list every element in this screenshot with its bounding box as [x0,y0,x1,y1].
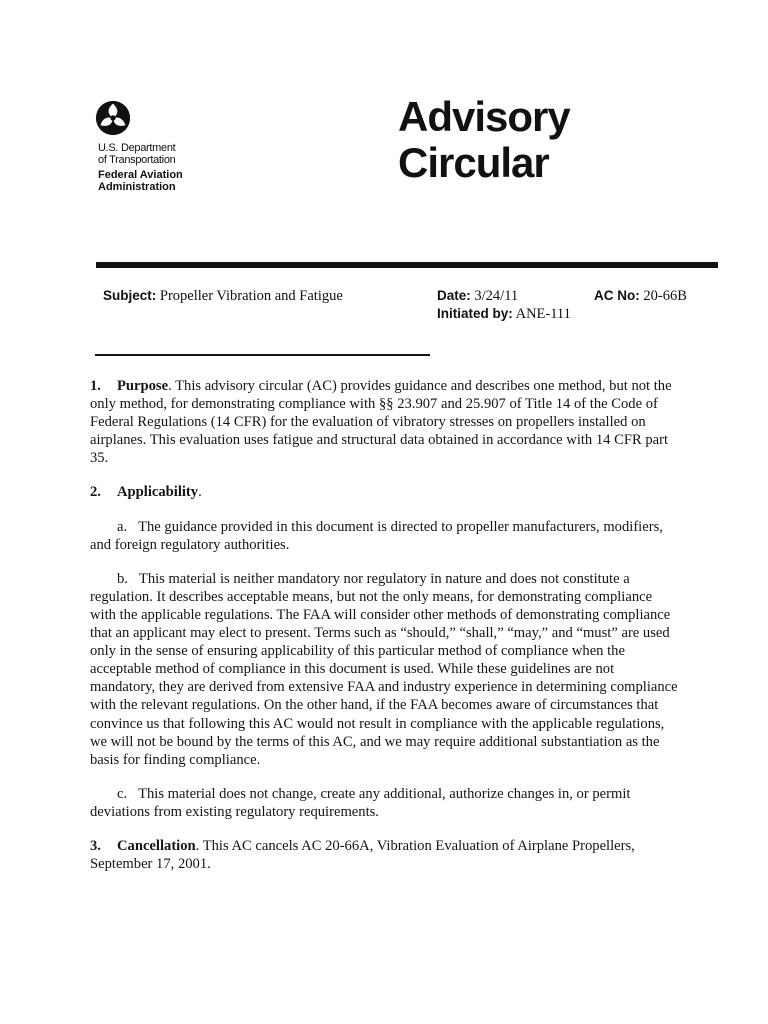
section-applicability [90,483,680,501]
subject-rule [95,354,430,356]
section-number: 1. [90,378,101,394]
paragraph-text: This material does not change, create any additional, authorize changes in, or permit deviations from existing regulatory requirements. [90,785,631,820]
agency-line: Federal Aviation [98,169,183,181]
date-value: 3/24/11 [474,288,519,304]
section-text: . This advisory circular (AC) provides guidance and describes one method, but not the only method, for demonstrating compliance with §§ 23.907 and 25.907 of Title 14 of the Code of Federal Regulations (14 CFR) for the evaluation of vibratory stresses on propellers installed on airplanes. This evaluation uses fatigue and structural data obtained in accordance with 14 CFR part 35. [90,378,672,467]
paragraph-label: a. [117,518,128,535]
document-title [398,94,570,186]
subject-field [103,287,343,305]
dot-logo-icon [95,100,131,136]
initiated-field [437,305,571,323]
ac-number-label: AC No: [594,288,640,303]
initiated-label: Initiated by: [437,306,513,321]
section-number: 2. [90,484,101,501]
paragraph-2b [90,570,680,769]
agency-line: of Transportation [98,154,176,166]
title-line: Circular [398,139,549,186]
section-heading: Applicability [117,484,199,501]
document-body [90,377,680,889]
date-label: Date: [437,288,471,303]
title-line: Advisory [398,93,570,140]
initiated-value: ANE-111 [515,306,571,322]
subject-label: Subject: [103,288,157,303]
paragraph-text: This material is neither mandatory nor regulatory in nature and does not constitute a regulation. It describes acceptable means, but not the only means, for demonstrating compliance with the applicable regulations. The FAA will consider other methods of demonstrating compliance that an applicant may elect to present. Terms such as “should,” “shall,” “may,” and “must” are used only in the sense of ensuring applicability of this particular method of compliance when the acceptable method of compliance in this document is used. While these guidelines are not mandatory, they are derived from extensive FAA and industry experience in determining compliance with the relevant regulations. On the other hand, if the FAA becomes aware of circumstances that convince us that following this AC would not result in compliance with the applicable regulations, we will not be bound by the terms of this AC, and we may require additional substantiation as the basis for finding compliance. [90,570,678,768]
section-cancellation [90,837,680,873]
paragraph-2a [90,518,680,554]
ac-number-field [594,287,687,305]
paragraph-text: The guidance provided in this document is directed to propeller manufacturers, modifiers, and foreign regulatory authorities. [90,518,663,553]
section-purpose [90,377,680,467]
paragraph-label: c. [117,785,128,802]
header-rule [96,262,718,268]
section-heading-period: . [198,484,202,501]
agency-line: U.S. Department [98,142,176,154]
section-heading: Purpose [117,378,169,394]
agency-block [98,142,183,193]
subject-value: Propeller Vibration and Fatigue [159,288,343,304]
section-text: . This AC cancels AC 20-66A, Vibration Evaluation of Airplane Propellers, September 17, 2001. [90,837,635,873]
date-field [437,287,518,305]
section-heading: Cancellation [117,837,196,854]
ac-number-value: 20-66B [643,288,687,304]
paragraph-label: b. [117,570,128,587]
agency-line: Administration [98,181,176,193]
section-number: 3. [90,837,101,854]
paragraph-2c [90,785,680,821]
